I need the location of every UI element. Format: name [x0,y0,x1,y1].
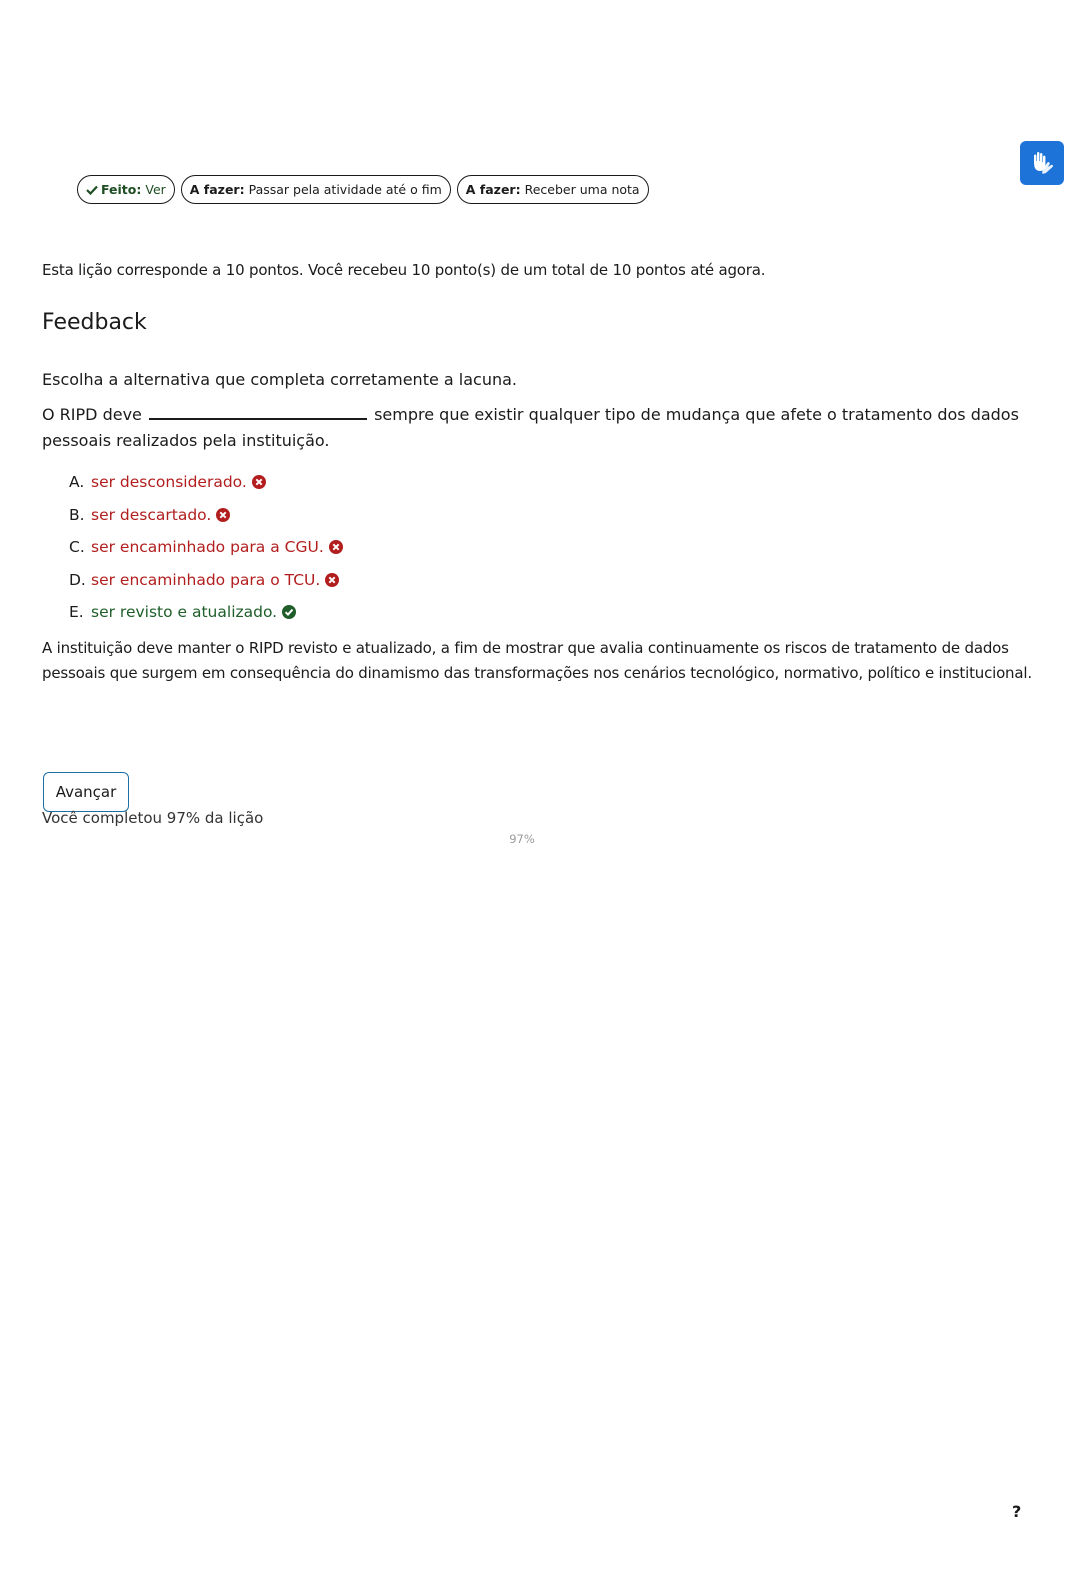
answer-item [69,570,1037,590]
answer-item [69,602,1037,622]
question-after: sempre que existir qualquer tipo de mudança que afete o tratamento dos dados pessoais realizados pela instituição. [42,405,1019,450]
advance-button[interactable]: Avançar [43,772,129,812]
answer-text: ser revisto e atualizado. [91,603,278,621]
badge-done-view [77,175,175,204]
badge-label: A fazer: [465,182,521,197]
badge-value: Ver [145,182,166,197]
question-prompt: Escolha a alternativa que completa corretamente a lacuna. [42,370,518,389]
wrong-icon [216,508,230,522]
badge-label: A fazer: [189,182,245,197]
question-blank [149,404,367,420]
answer-text: ser descartado. [91,505,212,524]
badge-value: Receber uma nota [524,182,640,197]
help-button[interactable]: ? [1012,1502,1022,1521]
activity-requirements [77,175,649,204]
badge-todo-receive-grade [457,175,649,204]
answer-item [69,537,1037,557]
answer-text: ser encaminhado para o TCU. [91,570,321,589]
points-summary: Esta lição corresponde a 10 pontos. Você recebeu 10 ponto(s) de um total de 10 pontos até agora. [42,261,766,279]
answer-letter: E. [69,603,84,621]
badge-label: Feito: [101,182,142,197]
lesson-content [42,258,1037,686]
answer-letter: A. [69,473,85,491]
feedback-heading: Feedback [42,310,147,335]
answer-letter: C. [69,538,85,556]
answer-item [69,472,1037,492]
question-before: O RIPD deve [42,405,142,424]
hand-sign-icon [1028,149,1056,177]
answer-item [69,505,1037,525]
answer-text: ser encaminhado para a CGU. [91,538,324,556]
question-text [42,402,1037,454]
answer-list [42,472,1037,622]
correct-icon [282,605,296,619]
badge-todo-complete-activity [181,175,451,204]
lesson-progress-text: Você completou 97% da lição [42,809,264,827]
answer-letter: D. [69,570,86,589]
wrong-icon [325,573,339,587]
check-icon [86,185,98,195]
wrong-icon [329,540,343,554]
badge-value: Passar pela atividade até o fim [248,182,442,197]
wrong-icon [252,475,266,489]
lesson-progress-percent: 97% [509,832,535,846]
libras-accessibility-button[interactable] [1020,141,1064,185]
answer-text: ser desconsiderado. [91,473,247,491]
answer-explanation: A instituição deve manter o RIPD revisto e atualizado, a fim de mostrar que avalia continuamente os riscos de tratamento de dados pessoais que surgem em consequência do dinamismo das transformações nos cenários tecnológico, normativo, político e institucional. [42,639,1032,682]
answer-letter: B. [69,505,85,524]
